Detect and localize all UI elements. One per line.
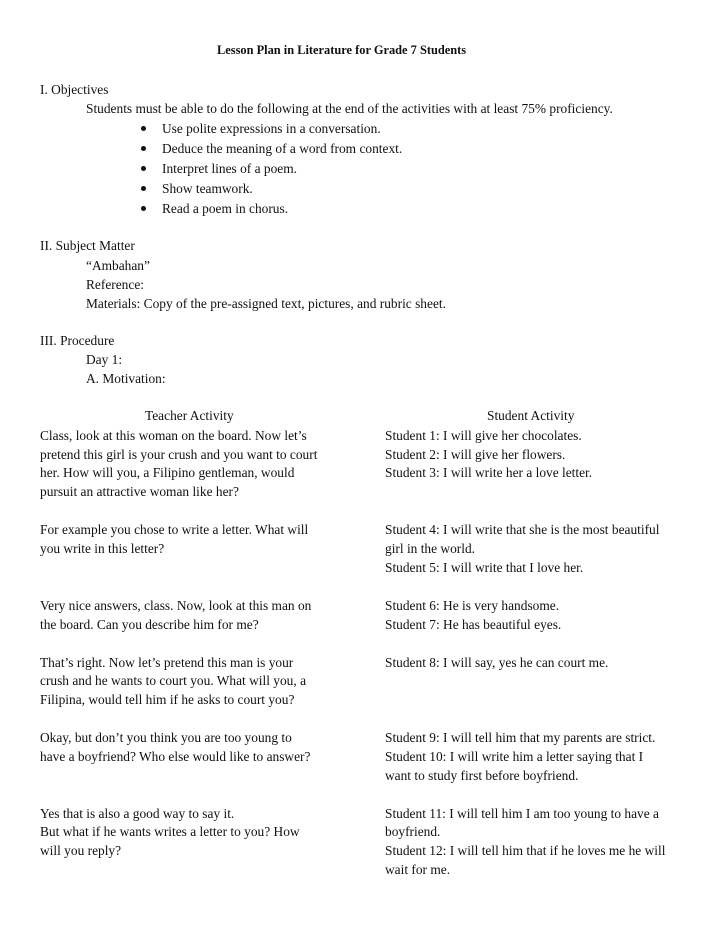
teacher-line: Yes that is also a good way to say it. xyxy=(40,806,235,821)
objective-item: Deduce the meaning of a word from context. xyxy=(162,141,403,156)
student-line: Student 1: I will give her chocolates. xyxy=(385,428,582,443)
student-line: Student 7: He has beautiful eyes. xyxy=(385,617,562,632)
teacher-line: Class, look at this woman on the board. Now let’s xyxy=(40,428,307,443)
student-line: Student 10: I will write him a letter saying that I xyxy=(385,749,644,764)
bullet-icon xyxy=(141,166,146,171)
teacher-activity-header: Teacher Activity xyxy=(145,408,234,423)
student-line: Student 6: He is very handsome. xyxy=(385,598,560,613)
teacher-line: Okay, but don’t you think you are too young to xyxy=(40,730,292,745)
subject-materials: Materials: Copy of the pre-assigned text, pictures, and rubric sheet. xyxy=(86,296,446,311)
objective-item: Show teamwork. xyxy=(162,181,253,196)
student-line: wait for me. xyxy=(385,862,451,877)
objective-item: Read a poem in chorus. xyxy=(162,201,289,216)
student-line: boyfriend. xyxy=(385,824,441,839)
bullet-icon xyxy=(141,186,146,191)
subject-reference: Reference: xyxy=(86,277,144,292)
teacher-line: have a boyfriend? Who else would like to answer? xyxy=(40,749,311,764)
bullet-icon xyxy=(141,146,146,151)
teacher-line: you write in this letter? xyxy=(40,541,165,556)
teacher-line: her. How will you, a Filipino gentleman, would xyxy=(40,465,295,480)
teacher-line: pretend this girl is your crush and you want to court xyxy=(40,447,318,462)
student-line: want to study first before boyfriend. xyxy=(385,768,579,783)
objectives-heading: I. Objectives xyxy=(40,82,109,97)
teacher-line: For example you chose to write a letter. What will xyxy=(40,522,309,537)
objectives-intro: Students must be able to do the following at the end of the activities with at least 75% proficiency. xyxy=(86,101,613,116)
bullet-icon xyxy=(141,206,146,211)
student-line: girl in the world. xyxy=(385,541,476,556)
student-line: Student 2: I will give her flowers. xyxy=(385,447,566,462)
student-line: Student 5: I will write that I love her. xyxy=(385,560,584,575)
student-line: Student 3: I will write her a love letter. xyxy=(385,465,593,480)
student-line: Student 11: I will tell him I am too young to have a xyxy=(385,806,659,821)
document-title: Lesson Plan in Literature for Grade 7 Students xyxy=(217,43,467,57)
procedure-day: Day 1: xyxy=(86,352,123,367)
student-line: Student 9: I will tell him that my parents are strict. xyxy=(385,730,656,745)
subject-matter-heading: II. Subject Matter xyxy=(40,238,135,253)
objective-item: Interpret lines of a poem. xyxy=(162,161,297,176)
objective-item: Use polite expressions in a conversation. xyxy=(162,121,381,136)
teacher-line: pursuit an attractive woman like her? xyxy=(40,484,239,499)
teacher-line: Filipina, would tell him if he asks to court you? xyxy=(40,692,295,707)
teacher-line: the board. Can you describe him for me? xyxy=(40,617,259,632)
teacher-line: That’s right. Now let’s pretend this man is your xyxy=(40,655,294,670)
student-line: Student 8: I will say, yes he can court me. xyxy=(385,655,609,670)
procedure-heading: III. Procedure xyxy=(40,333,115,348)
subject-topic: “Ambahan” xyxy=(86,258,150,273)
student-activity-header: Student Activity xyxy=(487,408,575,423)
teacher-line: But what if he wants writes a letter to you? How xyxy=(40,824,300,839)
student-line: Student 4: I will write that she is the most beautiful xyxy=(385,522,660,537)
teacher-line: Very nice answers, class. Now, look at this man on xyxy=(40,598,312,613)
procedure-step: A. Motivation: xyxy=(86,371,166,386)
teacher-line: will you reply? xyxy=(40,843,122,858)
teacher-line: crush and he wants to court you. What will you, a xyxy=(40,673,307,688)
student-line: Student 12: I will tell him that if he loves me he will xyxy=(385,843,666,858)
bullet-icon xyxy=(141,126,146,131)
